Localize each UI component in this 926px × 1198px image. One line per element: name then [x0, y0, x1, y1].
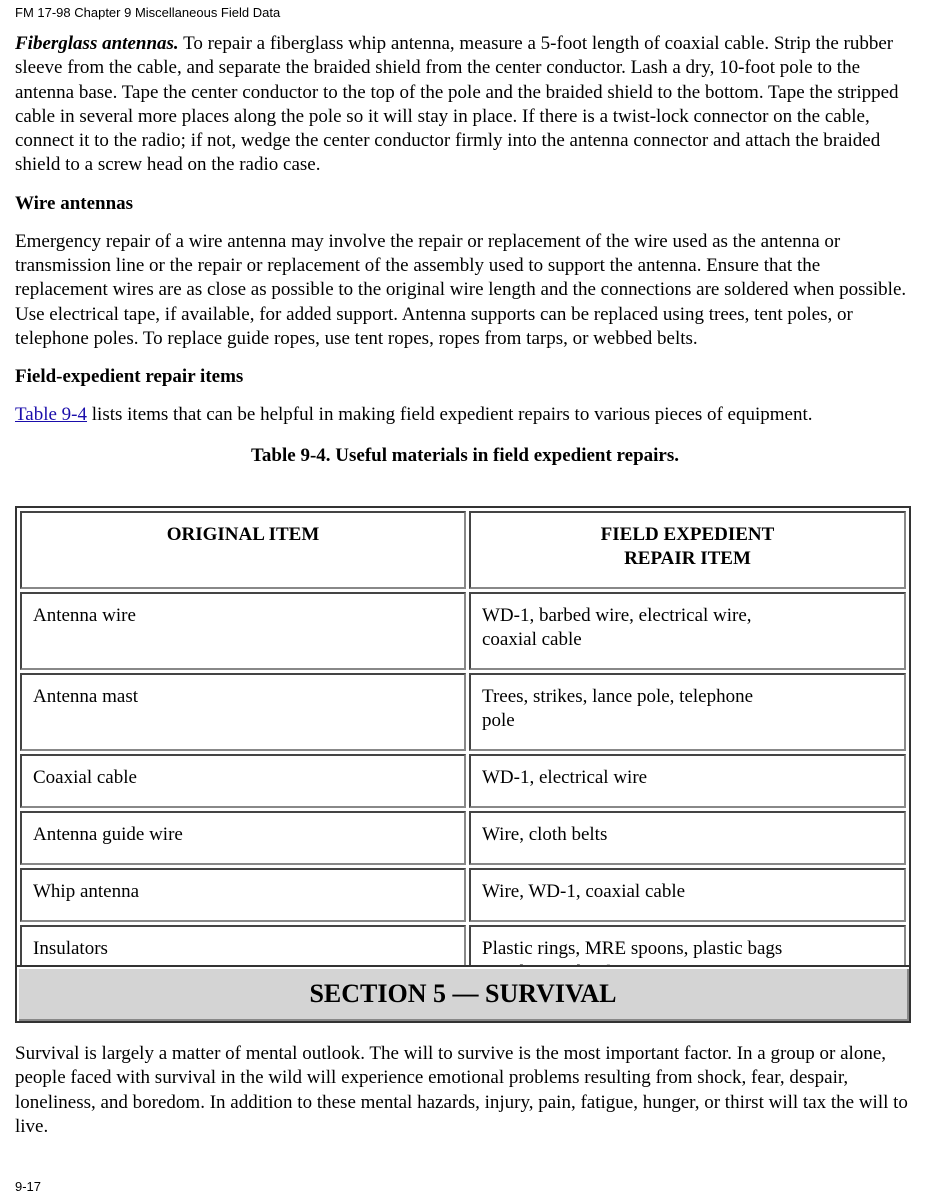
fiberglass-paragraph: [15, 32, 915, 178]
original-item-cell: Whip antenna: [20, 868, 466, 922]
table-caption: Table 9-4. Useful materials in field expedient repairs.: [250, 444, 679, 466]
repair-item-cell: WD-1, barbed wire, electrical wire, coaxial cable: [469, 592, 906, 670]
original-item-cell: Antenna wire: [20, 592, 466, 670]
field-expedient-text: lists items that can be helpful in making field expedient repairs to various pieces of equipment.: [87, 404, 813, 426]
table-row: [20, 811, 906, 865]
original-item-cell: Antenna mast: [20, 673, 466, 751]
table-row: [20, 673, 906, 751]
table-9-4-link[interactable]: Table 9-4: [15, 404, 88, 426]
repair-item-cell: Plastic rings, MRE spoons, plastic bags: [469, 925, 906, 1003]
main-content: [15, 32, 915, 468]
fiberglass-text: To repair a fiberglass whip antenna, measure a 5-foot length of coaxial cable. Strip the rubber sleeve from the cable, and separate the braided shield from the center conductor. Lash a dry, 10-foot pole to the antenna base. Tape the center conductor to the top of the pole and the braided shield to the bottom. Tape the stripped cable in several more places along the pole so it will stay in place. If there is a twist-lock connector on the cable, connect it to the radio; if not, wedge the center conductor firmly into the antenna connector and attach the braided shield to a screw head on the radio case.: [15, 33, 899, 176]
wire-antennas-heading: Wire antennas: [15, 192, 134, 214]
table-row: [20, 754, 906, 808]
repair-item-cell: Wire, WD-1, coaxial cable: [469, 868, 906, 922]
fiberglass-lead: Fiberglass antennas.: [15, 33, 179, 54]
original-item-cell: Insulators: [20, 925, 466, 1003]
page-number: 9-17: [15, 1179, 42, 1194]
field-expedient-heading: Field-expedient repair items: [15, 366, 244, 388]
repair-item-cell: WD-1, electrical wire: [469, 754, 906, 808]
table-row: [20, 868, 906, 922]
repair-item-cell: Wire, cloth belts: [469, 811, 906, 865]
running-header: FM 17-98 Chapter 9 Miscellaneous Field Data: [15, 5, 281, 20]
original-item-cell: Antenna guide wire: [20, 811, 466, 865]
survival-paragraph: Survival is largely a matter of mental outlook. The will to survive is the most important factor. In a group or alone, people faced with survival in the wild will experience emotional problems resulting from shock, fear, despair, loneliness, and boredom. In addition to these mental hazards, injury, pain, fatigue, hunger, or thirst will tax the will to live.: [15, 1043, 908, 1137]
column-header-original: ORIGINAL ITEM: [20, 511, 466, 589]
field-expedient-paragraph: [15, 403, 915, 427]
section-title-bar: [15, 965, 911, 1023]
repair-item-cell: Trees, strikes, lance pole, telephone pole: [469, 673, 906, 751]
table-header-row: [20, 511, 906, 589]
survival-section: [15, 1042, 915, 1139]
section-title: SECTION 5 — SURVIVAL: [309, 979, 617, 1008]
column-header-field-expedient: FIELD EXPEDIENT REPAIR ITEM: [469, 511, 906, 589]
original-item-cell: Coaxial cable: [20, 754, 466, 808]
table-row: [20, 592, 906, 670]
repair-items-table: [15, 506, 911, 1008]
wire-antennas-paragraph: Emergency repair of a wire antenna may involve the repair or replacement of the wire used as the antenna or transmission line or the repair or replacement of the assembly used to support the antenna. Ensure that the replacement wires are as close as possible to the original wire length and the connections are soldered when possible. Use electrical tape, if available, for added support. Antenna supports can be replaced using trees, tent poles, or telephone poles. To replace guide ropes, use tent ropes, ropes from tarps, or webbed belts.: [15, 230, 907, 349]
